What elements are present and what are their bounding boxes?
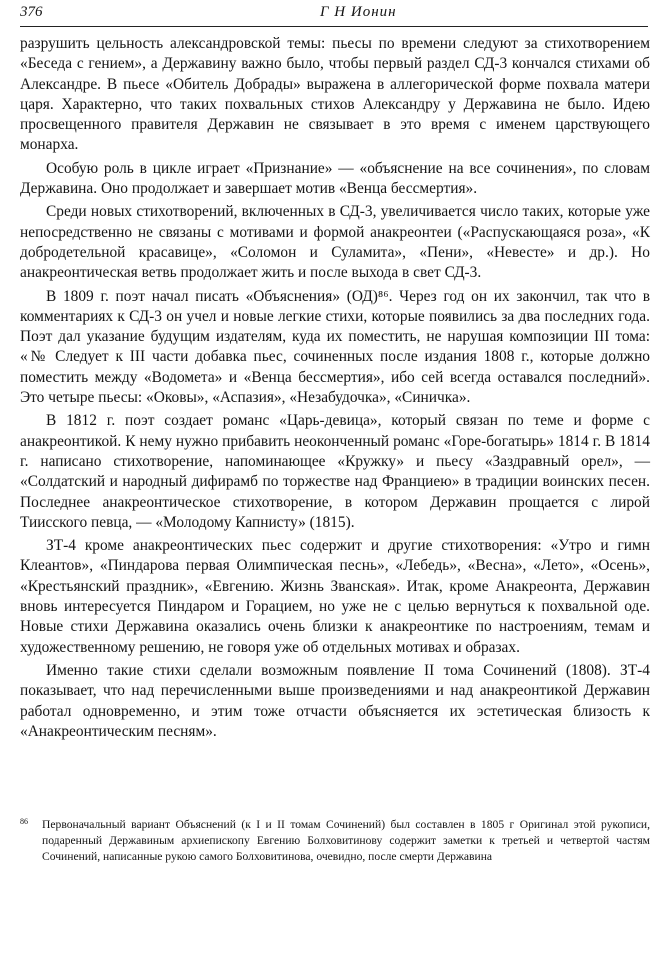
paragraph: Особую роль в цикле играет «Признание» — «объяснение на все сочинения», по словам Державина. Оно продолжает и завершает мотив «Венца бессмертия». xyxy=(20,159,650,198)
paragraph: Среди новых стихотворений, включенных в СД-3, увеличивается число таких, которые уже непосредственно не связаны с мотивами и формой анакреонтеи («Распускающаяся роза», «К добродетельной красавице», «Соломон и Суламита», «Пени», «Невесте» и др.). Но анакреонтическая ветвь продолжает жить и после выхода в свет СД-3. xyxy=(20,203,650,282)
paragraph: разрушить цельность александровской темы: пьесы по времени следуют за стихотворением «Беседа с гением», а Державину важно было, чтобы первый раздел СД-3 кончался стихами об Александре. В пьесе «Обитель Добрады» выражена в аллегорической форме похвала матери царя. Характерно, что таких похвальных стихов Александру у Державина не было. Идею просвещенного правителя Державин не связывает в это время с именем царствующего монарха. xyxy=(20,35,650,154)
footnote-mark: 86 xyxy=(20,817,28,826)
paragraph: В 1812 г. поэт создает романс «Царь-девица», который связан по теме и форме с анакреонтикой. К нему нужно прибавить неоконченный романс «Горе-богатырь» 1814 г. В 1814 г. написано стихотворение, напоминающее «Кружку» и пьесу «Заздравный орел», — «Солдатский и народный дифирамб по торжестве над Франциею» в традиции воинских песен. Последнее анакреонтическое стихотворение, в котором Державин прощается с лирой Тиисского певца, — «Молодому Капнисту» (1815). xyxy=(20,412,650,531)
footnote-paragraph xyxy=(20,817,650,865)
paragraph: Именно такие стихи сделали возможным появление II тома Сочинений (1808). ЗТ-4 показывает, что над перечисленными выше произведениями и над анакреонтикой Державин работал одновременно, и этим тоже отчасти объясняется их эстетическая близость к «Анакреонтическим песням». xyxy=(20,661,650,740)
page-header xyxy=(20,2,648,27)
footnote xyxy=(20,817,650,865)
page-number: 376 xyxy=(20,4,43,20)
paragraph: В 1809 г. поэт начал писать «Объяснения» (ОД)⁸⁶. Через год он их закончил, так что в комментариях к СД-3 он учел и новые легкие стихи, которые появились за два последних года. Поэт дал указание будущим издателям, куда их поместить, не нарушая композиции III тома: «№ Следует к III части добавка пьес, сочиненных после издания 1808 г., которые должно поместить между «Водомета» и «Венца бессмертия», ибо сей всегда оставался последний». Это четыре пьесы: «Оковы», «Аспазия», «Незабудочка», «Синичка». xyxy=(20,287,650,407)
main-text xyxy=(20,34,650,745)
footnote-text: Первоначальный вариант Объяснений (к I и II томам Сочинений) был составлен в 1805 г Оригинал этой рукописи, подаренный Державиным архиепископу Евгению Болховитинову содержит заметки к третьей и четвертой частям Сочинений, написанные рукою самого Болховитинова, очевидно, после смерти Державина xyxy=(42,818,650,863)
paragraph: ЗТ-4 кроме анакреонтических пьес содержит и другие стихотворения: «Утро и гимн Клеантов», «Пиндарова первая Олимпическая песнь», «Лебедь», «Весна», «Лето», «Осень», «Крестьянский праздник», «Евгению. Жизнь Званская». Итак, кроме Анакреонта, Державин вновь интересуется Пиндаром и Горацием, но уже не с целью вернуться к похвальной оде. Новые стихи Державина оказались очень близки к анакреонтике по настроениям, темам и художественному решению, не говоря уже об отдельных мотивах и образах. xyxy=(20,537,650,656)
running-title: Г Н Ионин xyxy=(320,4,397,20)
